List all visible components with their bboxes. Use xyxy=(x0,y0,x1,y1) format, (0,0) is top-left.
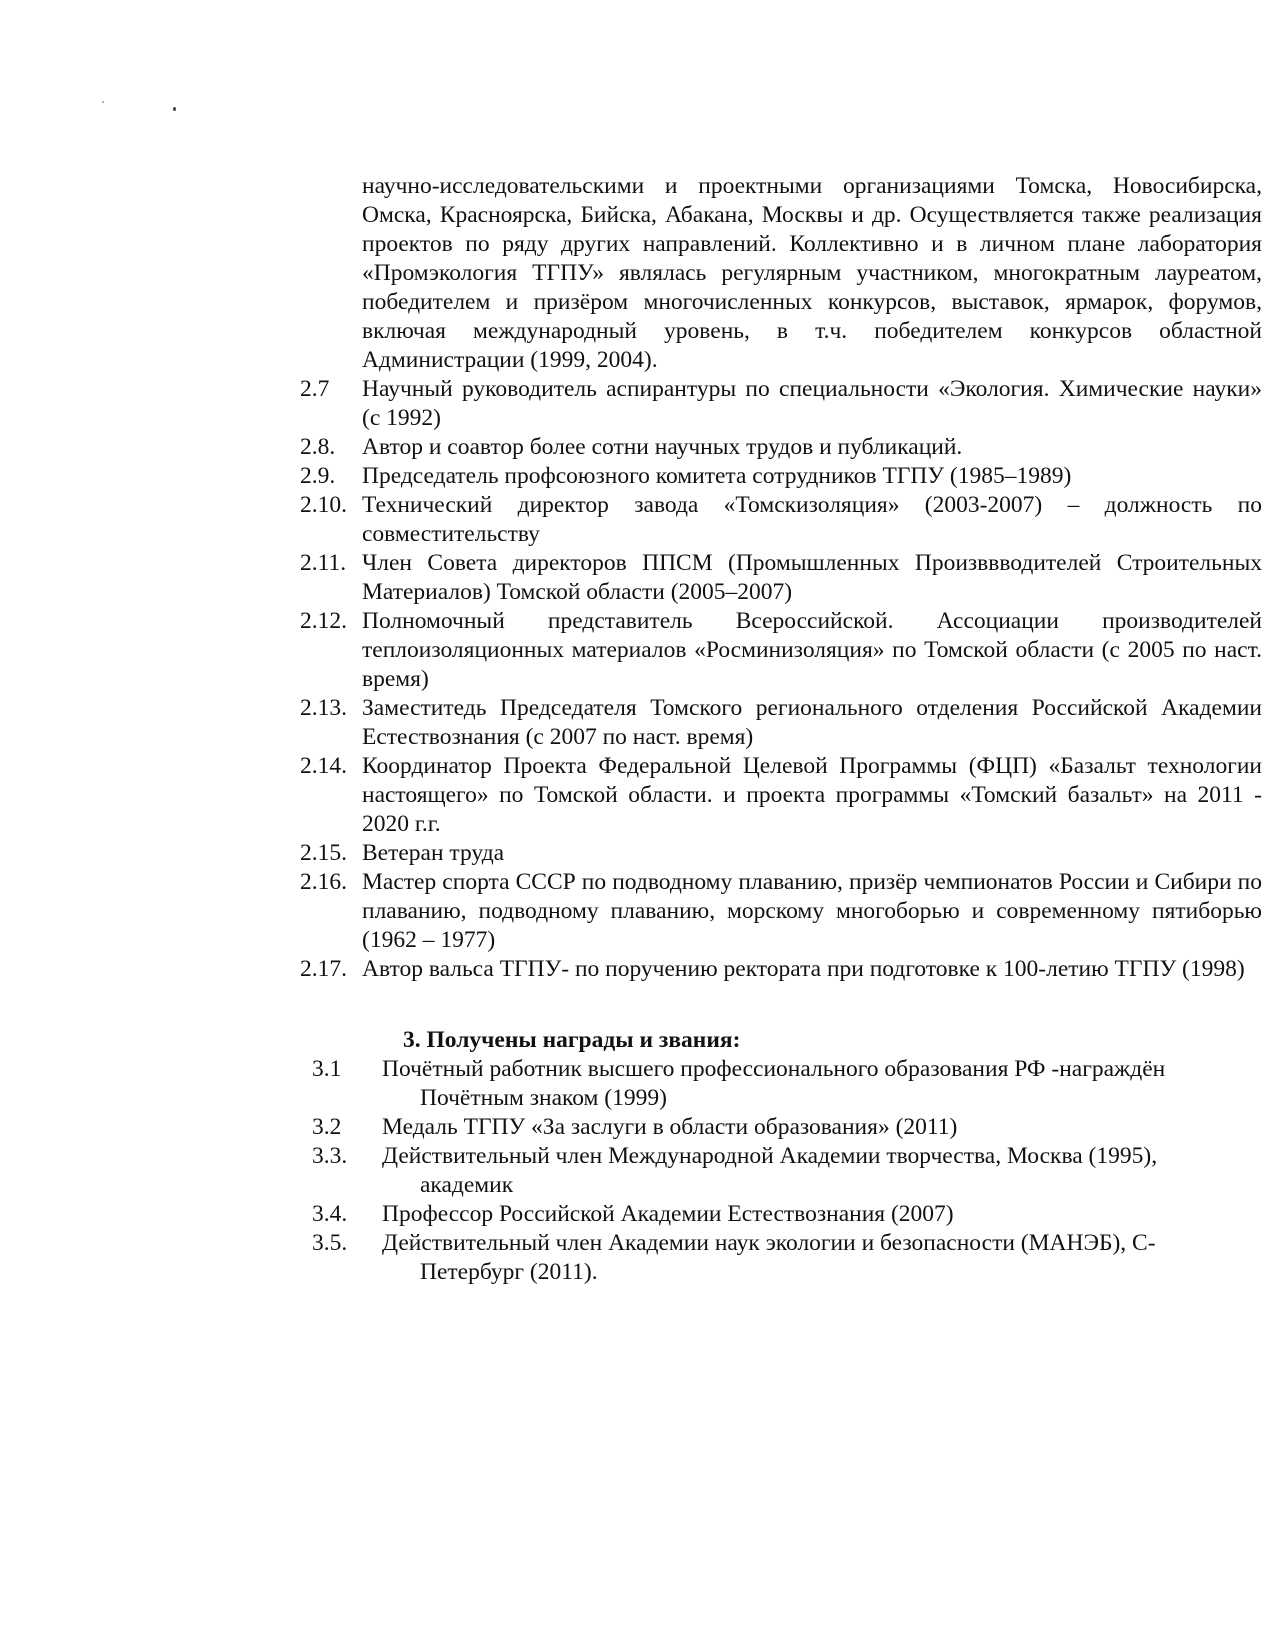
list-item xyxy=(300,868,1262,955)
list-item xyxy=(300,694,1262,752)
item-number: 2.14. xyxy=(300,753,347,779)
item-text: Автор и соавтор более сотни научных трудов и публикаций. xyxy=(362,434,963,460)
item-text: Член Совета директоров ППСМ (Промышленных Произввводителей Строительных Материалов) Томской области (2005–2007) xyxy=(362,550,1262,605)
list-item xyxy=(300,1113,1262,1142)
item-number: 2.13. xyxy=(300,695,347,721)
list-item xyxy=(300,1200,1262,1229)
list-item xyxy=(300,607,1262,694)
item-text: Координатор Проекта Федеральной Целевой Программы (ФЦП) «Базальт технологии настоящего» по Томской области. и проекта программы «Томский базальт» на 2011 - 2020 г.г. xyxy=(362,753,1262,837)
item-number: 3.2 xyxy=(312,1114,342,1140)
item-text-continued: Почётным знаком (1999) xyxy=(420,1085,667,1111)
item-text: Почётный работник высшего профессионального образования РФ -награждён xyxy=(382,1056,1166,1082)
item-number: 2.10. xyxy=(300,492,347,518)
item-text: Действительный член Академии наук экологии и безопасности (МАНЭБ), С- xyxy=(382,1230,1156,1256)
item-text: Автор вальса ТГПУ- по поручению ректората при подготовке к 100-летию ТГПУ (1998) xyxy=(362,956,1245,982)
item-number: 2.17. xyxy=(300,956,347,982)
list-item xyxy=(300,491,1262,549)
item-number: 2.16. xyxy=(300,869,347,895)
item-text: Профессор Российской Академии Естествознания (2007) xyxy=(382,1201,954,1227)
intro-paragraph: научно-исследовательскими и проектными организациями Томска, Новосибирска, Омска, Красноярска, Бийска, Абакана, Москвы и др. Осуществляется также реализация проектов по ряду других направлений. Коллективно и в личном плане лаборатория «Промэкология ТГПУ» являлась регулярным участником, многократным лауреатом, победителем и призёром многочисленных конкурсов, выставок, ярмарок, форумов, включая международный уровень, в т.ч. победителем конкурсов областной Администрации (1999, 2004). xyxy=(362,173,1262,373)
item-number: 2.15. xyxy=(300,840,347,866)
section-3-list xyxy=(300,1055,1262,1287)
list-item xyxy=(300,1142,1262,1200)
item-number: 3.5. xyxy=(312,1230,348,1256)
item-number: 3.4. xyxy=(312,1201,348,1227)
item-text: Полномочный представитель Всероссийской. Ассоциации производителей теплоизоляционных материалов «Росминизоляция» по Томской области (с 2005 по наст. время) xyxy=(362,608,1262,692)
item-text: Технический директор завода «Томскизоляция» (2003-2007) – должность по совместительству xyxy=(362,492,1262,547)
list-item xyxy=(300,549,1262,607)
section-3-heading: 3. Получены награды и звания: xyxy=(403,1027,741,1053)
list-item xyxy=(300,1055,1262,1113)
item-text: Действительный член Международной Академии творчества, Москва (1995), xyxy=(382,1143,1158,1169)
item-number: 2.11. xyxy=(300,550,347,576)
scan-specks xyxy=(100,95,190,125)
item-text: Мастер спорта СССР по подводному плаванию, призёр чемпионатов России и Сибири по плаванию, подводному плаванию, морскому многоборью и современному пятиборью (1962 – 1977) xyxy=(362,869,1262,953)
item-number: 2.9. xyxy=(300,463,336,489)
item-number: 3.3. xyxy=(312,1143,348,1169)
list-item xyxy=(300,752,1262,839)
item-text: Научный руководитель аспирантуры по специальности «Экология. Химические науки» (с 1992) xyxy=(362,376,1262,431)
item-number: 2.7 xyxy=(300,376,330,402)
list-item xyxy=(300,955,1262,984)
item-text: Заместитедь Председателя Томского регионального отделения Российской Академии Естествознания (с 2007 по наст. время) xyxy=(362,695,1262,750)
list-item xyxy=(300,839,1262,868)
item-text: Председатель профсоюзного комитета сотрудников ТГПУ (1985–1989) xyxy=(362,463,1072,489)
list-item xyxy=(300,462,1262,491)
item-text: Медаль ТГПУ «За заслуги в области образования» (2011) xyxy=(382,1114,958,1140)
item-number: 2.8. xyxy=(300,434,336,460)
list-item xyxy=(300,433,1262,462)
item-number: 2.12. xyxy=(300,608,347,634)
list-item xyxy=(300,1229,1262,1287)
item-text-continued: Петербург (2011). xyxy=(420,1259,598,1285)
item-text: Ветеран труда xyxy=(362,840,505,866)
section-2-list xyxy=(300,375,1262,984)
list-item xyxy=(300,375,1262,433)
item-text-continued: академик xyxy=(420,1172,514,1198)
item-number: 3.1 xyxy=(312,1056,342,1082)
document-body xyxy=(300,172,1262,1287)
